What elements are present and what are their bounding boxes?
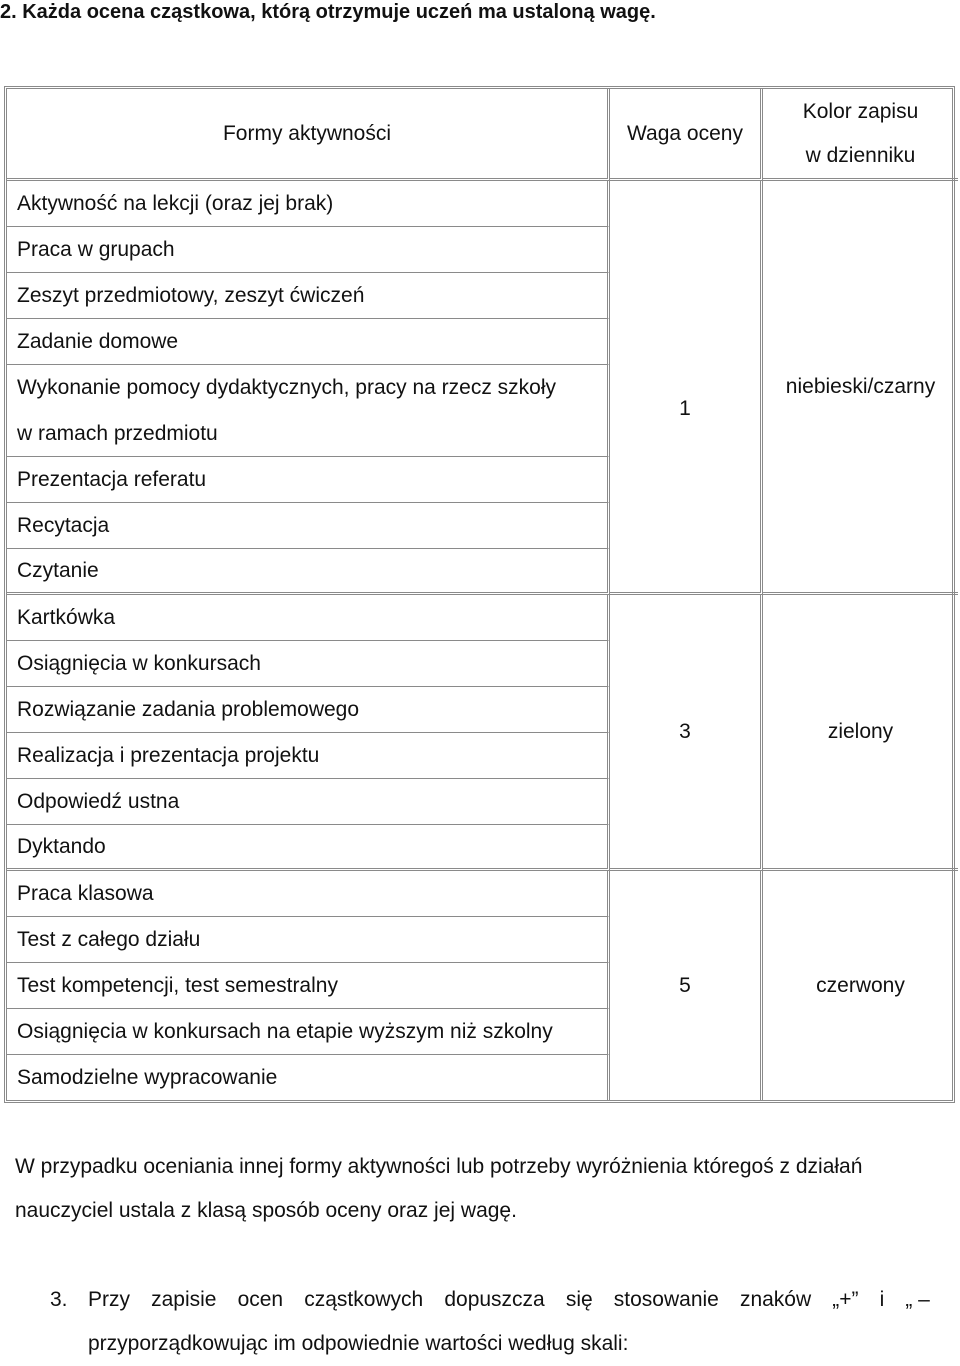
activity-row: Test kompetencji, test semestralny [7,963,610,1009]
activity-row: Dyktando [7,825,610,871]
weight-cell-group-3: 3 [610,595,763,871]
activity-row: Osiągnięcia w konkursach na etapie wyższym niż szkolny [7,1009,610,1055]
activity-row: Kartkówka [7,595,610,641]
section-3-number: 3. [50,1288,68,1311]
section-2-heading: 2. Każda ocena cząstkowa, którą otrzymuje uczeń ma ustaloną wagę. [0,1,656,23]
section-3-paragraph [50,1278,930,1366]
color-cell-group-1: niebieski/czarny [763,181,958,595]
activity-row: Czytanie [7,549,610,595]
word: dopuszcza [444,1288,545,1311]
word: Przy [88,1288,130,1311]
weight-cell-group-1: 1 [610,181,763,595]
word: cząstkowych [304,1288,424,1311]
header-color-line1: Kolor zapisu [802,99,919,123]
word: „+” [832,1288,859,1311]
activity-row: Realizacja i prezentacja projektu [7,733,610,779]
weight-cell-group-5: 5 [610,871,763,1101]
header-color-line2: w dzienniku [805,143,916,167]
activity-row: Praca w grupach [7,227,610,273]
note-paragraph: W przypadku oceniania innej formy aktywności lub potrzeby wyróżnienia któregoś z działań nauczyciel ustala z klasą sposób oceny oraz jej wagę. [15,1155,863,1222]
color-cell-group-3: zielony [763,595,958,871]
header-activity: Formy aktywności [7,89,610,181]
activity-row: Aktywność na lekcji (oraz jej brak) [7,181,610,227]
word: „ – [905,1288,930,1311]
activity-row: Recytacja [7,503,610,549]
activity-row: Odpowiedź ustna [7,779,610,825]
activity-row: Rozwiązanie zadania problemowego [7,687,610,733]
activity-row: Zadanie domowe [7,319,610,365]
activity-row: Samodzielne wypracowanie [7,1055,610,1101]
word: się [565,1288,593,1311]
activity-row: Wykonanie pomocy dydaktycznych, pracy na rzecz szkoły [7,365,610,411]
activity-row: Test z całego działu [7,917,610,963]
activity-row: Prezentacja referatu [7,457,610,503]
header-weight: Waga oceny [610,89,763,181]
word: i [879,1288,885,1311]
color-cell-group-5: czerwony [816,974,905,997]
activity-row: Praca klasowa [7,871,610,917]
activity-row-continued: w ramach przedmiotu [7,411,610,457]
word: stosowanie [613,1288,719,1311]
section-3-line-1 [88,1278,930,1322]
activity-row: Zeszyt przedmiotowy, zeszyt ćwiczeń [7,273,610,319]
activity-row: Osiągnięcia w konkursach [7,641,610,687]
word: zapisie [151,1288,217,1311]
grading-weights-table [4,86,955,1103]
header-color [763,89,958,181]
word: znaków [739,1288,812,1311]
word: ocen [237,1288,284,1311]
section-3-line-2: przyporządkowując im odpowiednie wartości według skali: [88,1332,629,1355]
